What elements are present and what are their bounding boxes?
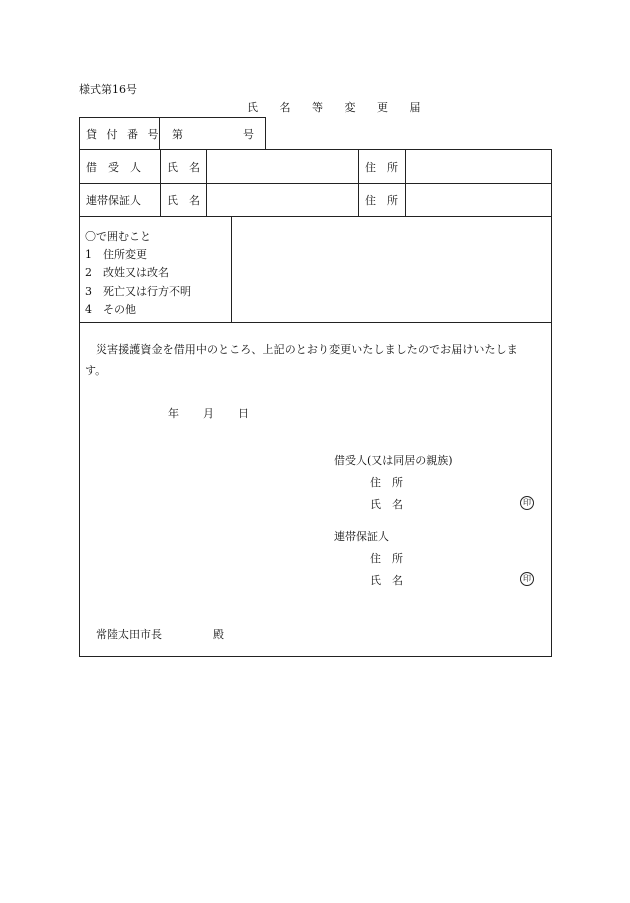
- rule: [551, 149, 552, 657]
- loan-number-label: 貸 付 番 号: [86, 128, 162, 141]
- guarantor-name-label: 氏 名: [167, 194, 200, 207]
- rule: [206, 149, 207, 216]
- statement-line1: 災害援護資金を借用中のところ、上記のとおり変更いたしましたのでお届けいたしま: [96, 343, 518, 356]
- guarantor-label: 連帯保証人: [86, 194, 141, 207]
- guarantor-address-label: 住 所: [365, 194, 398, 207]
- form-number: 様式第16号: [79, 83, 137, 96]
- addressee-name: 常陸太田市長: [96, 628, 162, 641]
- date-month: 月: [203, 407, 214, 420]
- rule: [405, 149, 406, 216]
- guarantor-signature-name: 氏 名: [370, 574, 403, 587]
- option-item: 3 死亡又は行方不明: [85, 285, 191, 298]
- rule: [265, 117, 266, 150]
- option-item: 1 住所変更: [85, 248, 147, 261]
- borrower-signature-heading: 借受人(又は同居の親族): [334, 454, 453, 467]
- guarantor-signature-heading: 連帯保証人: [334, 530, 389, 543]
- date-year: 年: [168, 407, 179, 420]
- option-item: 4 その他: [85, 303, 136, 316]
- options-heading: 〇で囲むこと: [85, 230, 151, 243]
- borrower-address-label: 住 所: [365, 161, 398, 174]
- rule: [79, 216, 552, 217]
- date-day: 日: [238, 407, 249, 420]
- borrower-name-label: 氏 名: [167, 161, 200, 174]
- borrower-label: 借 受 人: [86, 161, 141, 174]
- loan-number-suffix: 号: [243, 128, 254, 141]
- rule: [358, 149, 359, 216]
- rule: [231, 216, 232, 322]
- rule: [79, 149, 80, 657]
- rule: [79, 117, 80, 150]
- seal-mark: 印: [520, 572, 534, 586]
- rule: [79, 322, 552, 323]
- rule: [79, 183, 552, 184]
- addressee-honorific: 殿: [213, 628, 224, 641]
- rule: [79, 117, 266, 118]
- option-item: 2 改姓又は改名: [85, 266, 169, 279]
- form-title: 氏 名 等 変 更 届: [247, 101, 430, 114]
- statement-line2: す。: [85, 364, 107, 377]
- rule: [79, 656, 552, 657]
- rule: [160, 149, 161, 216]
- rule: [79, 149, 552, 150]
- borrower-signature-address: 住 所: [370, 476, 403, 489]
- seal-mark: 印: [520, 496, 534, 510]
- loan-number-prefix: 第: [172, 128, 183, 141]
- guarantor-signature-address: 住 所: [370, 552, 403, 565]
- borrower-signature-name: 氏 名: [370, 498, 403, 511]
